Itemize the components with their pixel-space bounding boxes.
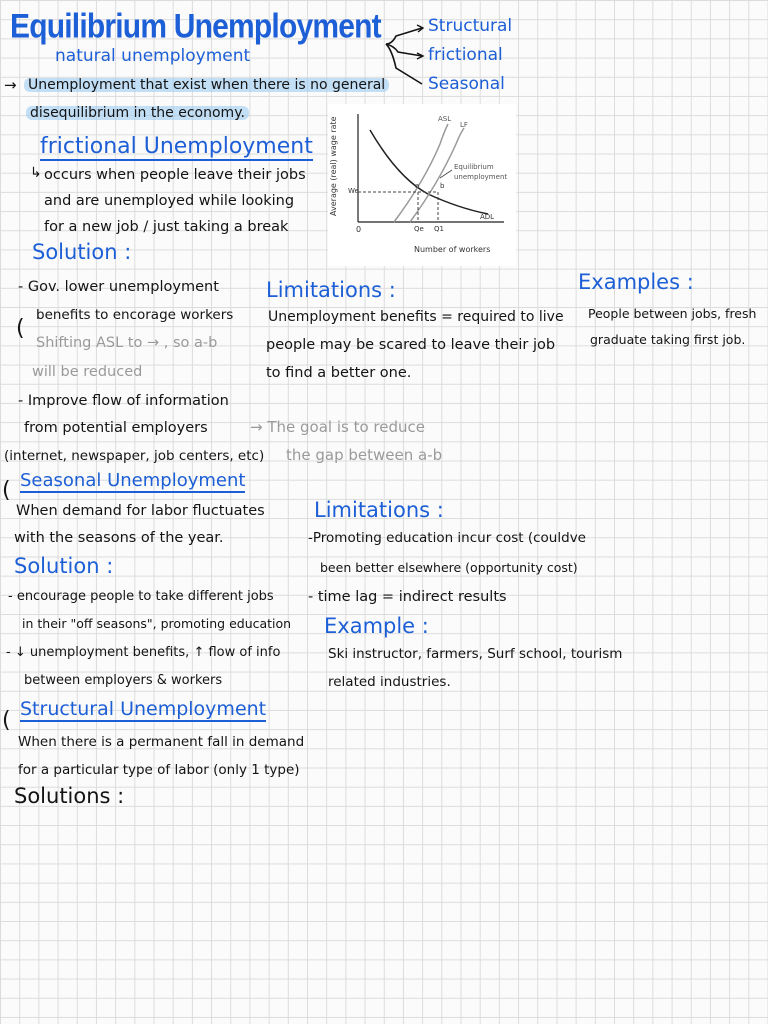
graph-eq-label-2: unemployment xyxy=(454,173,508,181)
graph-asl: ASL xyxy=(438,115,452,123)
frictional-example-line-1: People between jobs, fresh xyxy=(588,306,757,321)
definition-line-1: Unemployment that exist when there is no general xyxy=(24,78,389,92)
frictional-examples-heading: Examples : xyxy=(578,270,694,294)
seasonal-solution-line-4: between employers & workers xyxy=(24,673,223,688)
frictional-line-1: occurs when people leave their jobs xyxy=(44,167,306,183)
type-frictional: frictional xyxy=(428,45,503,65)
frictional-example-line-2: graduate taking first job. xyxy=(590,332,746,347)
frictional-solution-line-3: - Improve flow of information xyxy=(18,393,229,409)
brace-arrows-icon xyxy=(382,14,432,90)
graph-q1: Q1 xyxy=(434,225,444,233)
structural-line-1: When there is a permanent fall in demand xyxy=(18,734,305,750)
graph-eq-label-1: Equilibrium xyxy=(454,163,494,171)
structural-line-2: for a particular type of labor (only 1 type) xyxy=(18,762,300,778)
labor-market-graph xyxy=(328,104,516,266)
frictional-solution-grey-2: will be reduced xyxy=(32,364,143,380)
seasonal-solution-line-2: in their "off seasons", promoting education xyxy=(22,616,292,631)
seasonal-limitations-heading: Limitations : xyxy=(314,498,444,522)
graph-lf: LF xyxy=(460,121,468,129)
goal-grey-2: the gap between a-b xyxy=(286,446,443,464)
graph-xlabel: Number of workers xyxy=(414,245,491,254)
structural-solutions-heading: Solutions : xyxy=(14,784,125,808)
frictional-line-3: for a new job / just taking a break xyxy=(44,219,289,235)
type-structural: Structural xyxy=(428,16,513,36)
graph-qe: Qe xyxy=(414,225,424,233)
seasonal-solution-line-1: - encourage people to take different jobs xyxy=(8,589,274,604)
frictional-limitation-line-3: to find a better one. xyxy=(266,365,412,381)
graph-we: We xyxy=(348,187,359,195)
frictional-limitation-line-1: Unemployment benefits = required to live xyxy=(268,309,564,325)
frictional-solution-line-1: - Gov. lower unemployment xyxy=(18,279,219,295)
seasonal-solution-heading: Solution : xyxy=(14,554,114,578)
frictional-solution-grey-1: Shifting ASL to → , so a-b xyxy=(36,335,218,351)
page-subtitle: natural unemployment xyxy=(55,46,251,66)
graph-point-a: a xyxy=(415,182,420,190)
structural-heading: Structural Unemployment xyxy=(20,698,267,720)
frictional-solution-line-2: benefits to encorage workers xyxy=(36,307,234,323)
definition-line-2: disequilibrium in the economy. xyxy=(26,106,249,120)
graph-svg xyxy=(328,104,516,266)
seasonal-heading: Seasonal Unemployment xyxy=(20,470,246,491)
seasonal-example-line-1: Ski instructor, farmers, Surf school, tourism xyxy=(328,646,623,662)
frictional-line-2: and are unemployed while looking xyxy=(44,193,295,209)
frictional-limitation-line-2: people may be scared to leave their job xyxy=(266,337,556,353)
goal-grey-1: → The goal is to reduce xyxy=(250,418,425,436)
graph-point-b: b xyxy=(440,182,445,190)
seasonal-solution-line-3: - ↓ unemployment benefits, ↑ flow of info xyxy=(6,645,281,660)
seasonal-line-1: When demand for labor fluctuates xyxy=(16,503,265,519)
bracket-icon: ( xyxy=(2,708,11,733)
hook-arrow-icon: ↳ xyxy=(30,165,42,181)
type-seasonal: Seasonal xyxy=(428,74,505,94)
graph-adl: ADL xyxy=(480,213,495,221)
bracket-icon: ( xyxy=(2,478,11,503)
seasonal-example-heading: Example : xyxy=(324,614,429,638)
frictional-solution-line-4: from potential employers xyxy=(24,420,208,436)
frictional-heading: frictional Unemployment xyxy=(40,134,313,159)
frictional-limitations-heading: Limitations : xyxy=(266,278,396,302)
seasonal-example-line-2: related industries. xyxy=(328,674,451,690)
seasonal-limitation-line-1: -Promoting education incur cost (couldve xyxy=(308,530,586,546)
bracket-icon: ( xyxy=(16,316,25,341)
graph-origin: 0 xyxy=(356,225,362,234)
seasonal-line-2: with the seasons of the year. xyxy=(14,530,224,546)
adl-curve xyxy=(370,130,488,214)
frictional-solution-heading: Solution : xyxy=(32,240,132,264)
arrow-right-icon: → xyxy=(4,76,17,94)
graph-ylabel: Average (real) wage rate xyxy=(329,116,338,216)
seasonal-limitation-line-2: been better elsewhere (opportunity cost) xyxy=(320,560,578,575)
frictional-solution-line-5: (internet, newspaper, job centers, etc) xyxy=(4,448,265,464)
page-title: Equilibrium Unemployment xyxy=(10,7,381,46)
seasonal-limitation-line-3: - time lag = indirect results xyxy=(308,589,507,605)
